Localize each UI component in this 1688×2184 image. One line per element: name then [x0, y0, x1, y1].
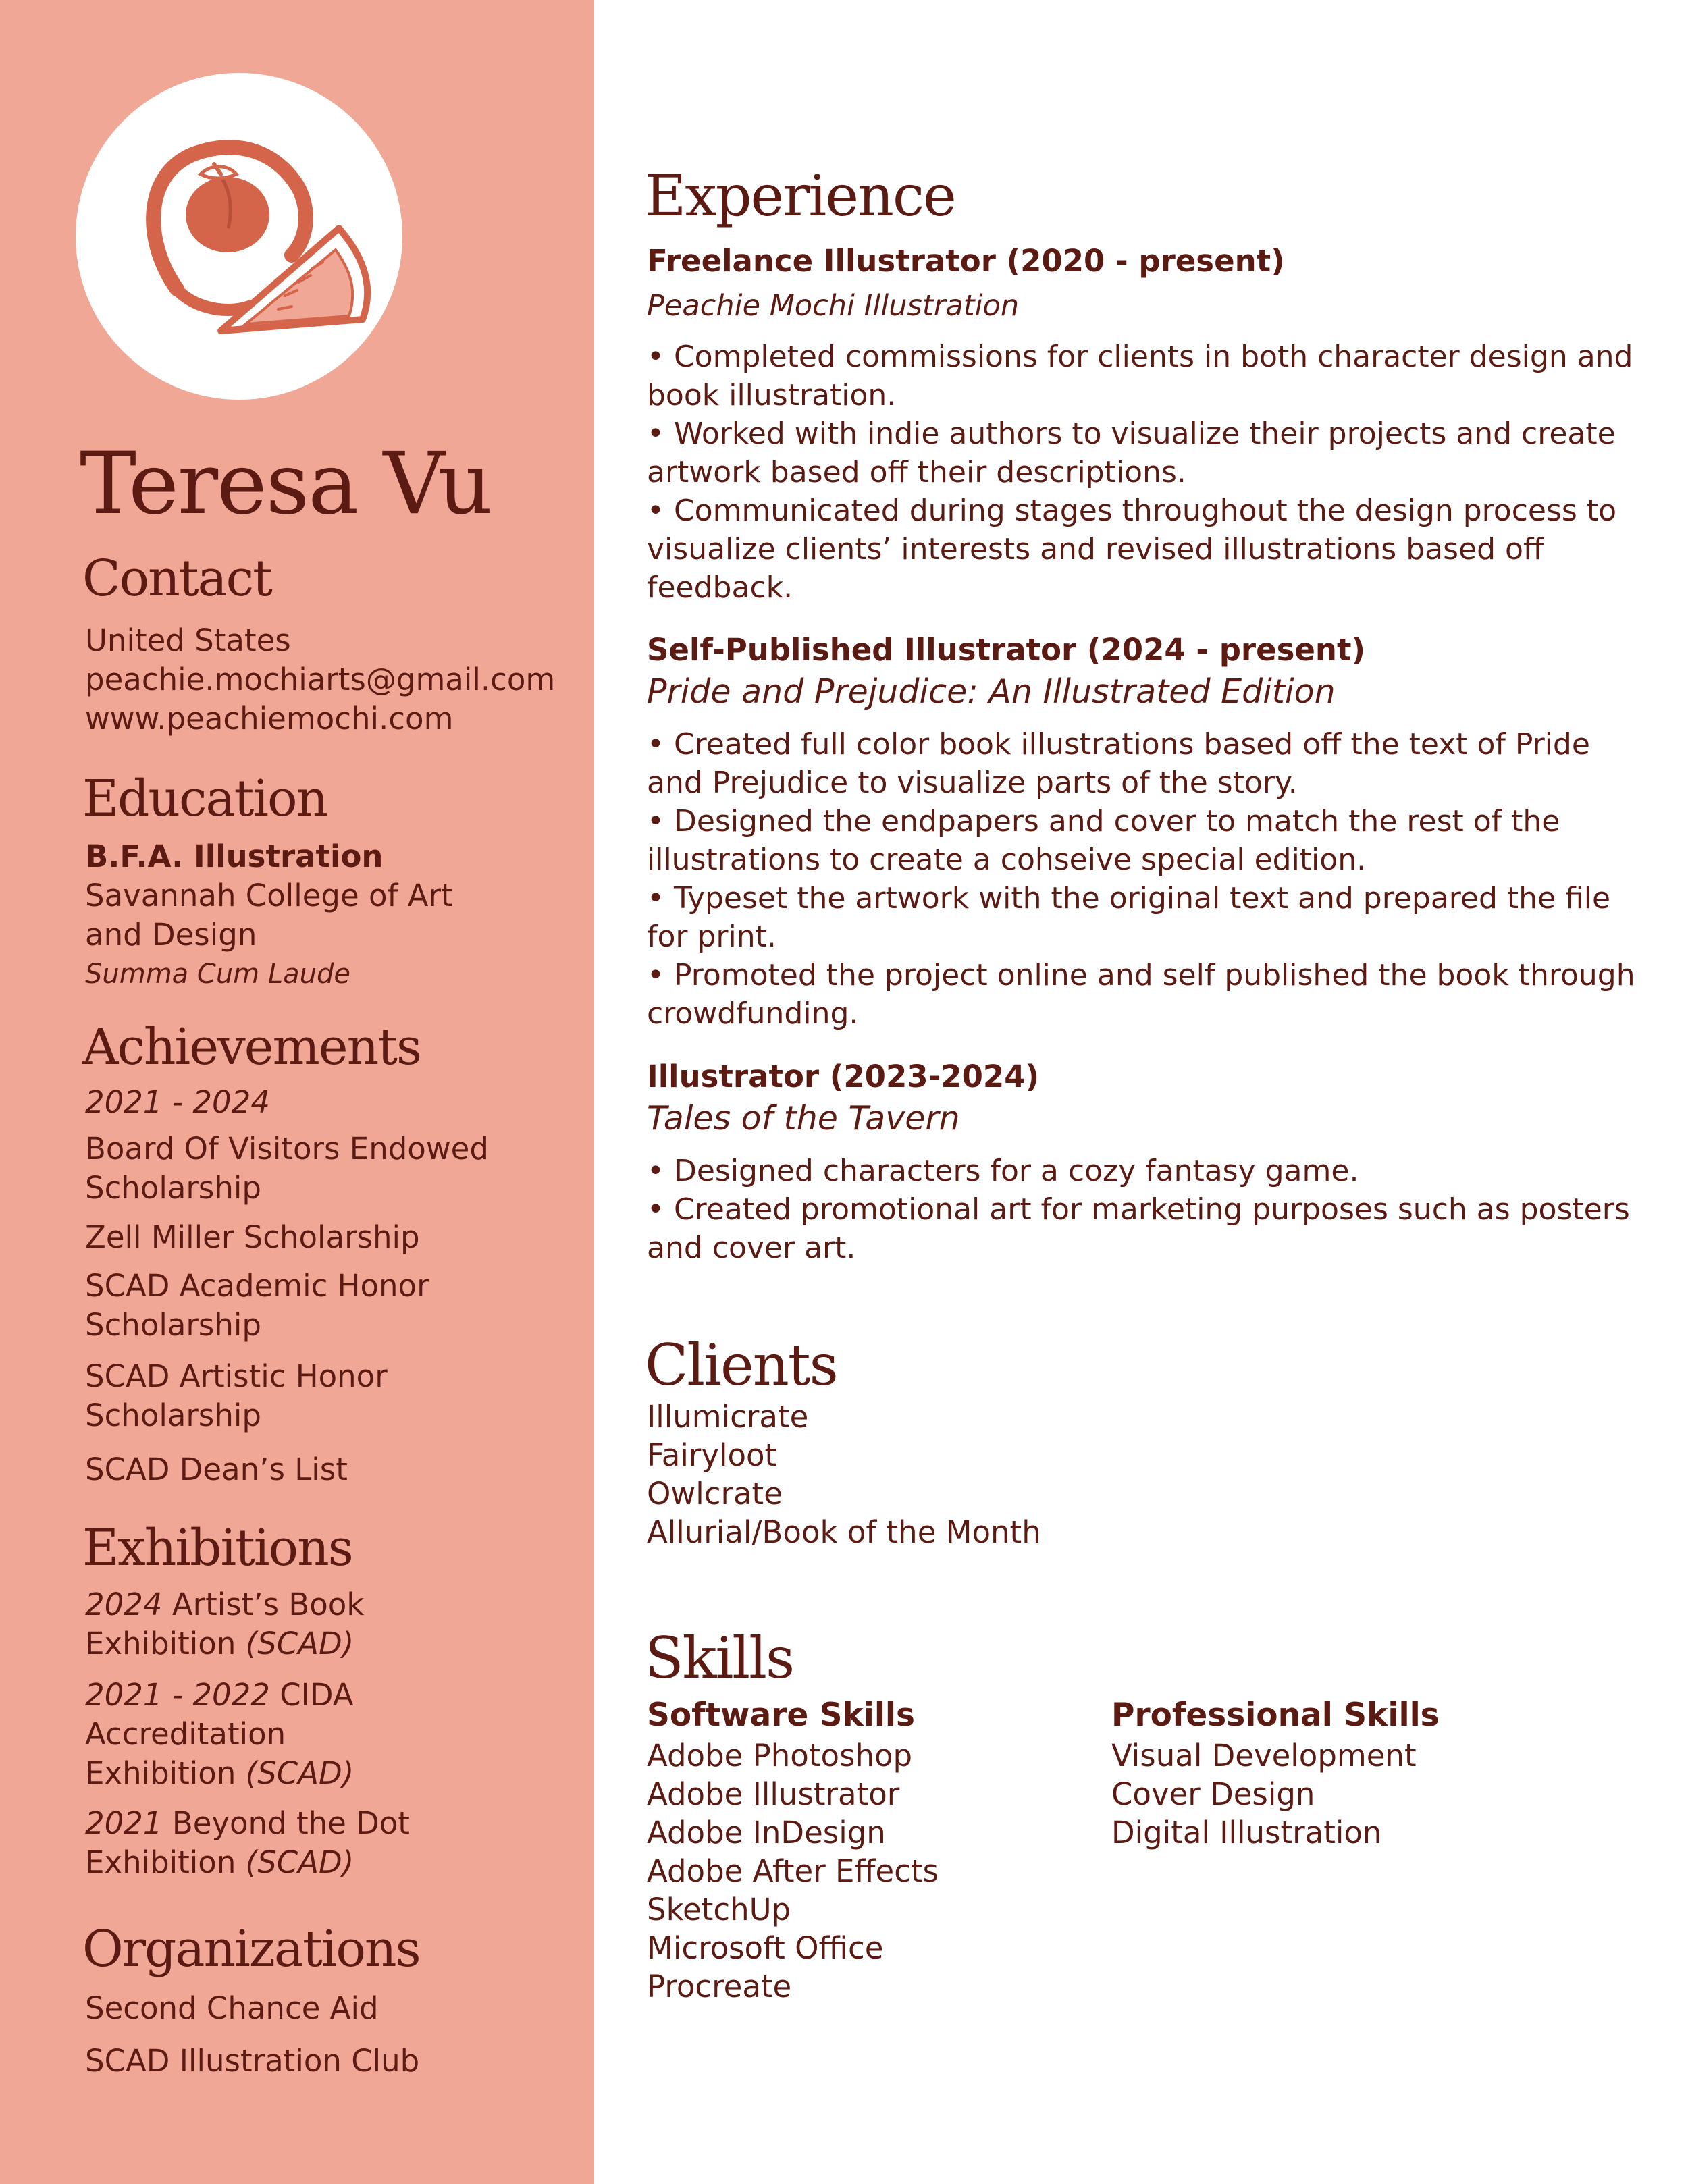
achievement-item: Zell Miller Scholarship — [85, 1219, 420, 1255]
job-title: Freelance Illustrator (2020 - present) — [647, 243, 1285, 279]
skill-item: Microsoft Office — [647, 1930, 884, 1966]
job-bullet: • Promoted the project online and self published the book through crowdfunding. — [647, 958, 1635, 1031]
education-heading: Education — [82, 770, 327, 828]
job-org: Peachie Mochi Illustration — [647, 289, 1020, 323]
job-bullet: • Designed the endpapers and cover to match the rest of the illustrations to create a cohseive special edition. — [647, 804, 1560, 877]
exhibition-item: 2024 Artist’s Book — [85, 1587, 365, 1622]
exhibition-item: 2021 - 2022 CIDA — [85, 1677, 354, 1713]
skill-item: Adobe After Effects — [647, 1853, 939, 1889]
skill-item: Visual Development — [1111, 1738, 1417, 1774]
client-item: Allurial/Book of the Month — [647, 1514, 1041, 1550]
job-bullet: • Worked with indie authors to visualize their projects and create artwork based off their descriptions. — [647, 417, 1616, 489]
achievement-item: SCAD Dean’s List — [85, 1451, 348, 1487]
job-bullets — [647, 725, 1639, 1033]
job-title: Self-Published Illustrator (2024 - present) — [647, 632, 1366, 668]
job-bullet: • Created promotional art for marketing purposes such as posters and cover art. — [647, 1192, 1630, 1265]
exhibition-item: 2021 Beyond the Dot — [85, 1805, 410, 1841]
job-bullet: • Completed commissions for clients in both character design and book illustration. — [647, 340, 1633, 412]
achievement-item: Scholarship — [85, 1307, 261, 1343]
skills-heading: Skills — [645, 1625, 794, 1691]
achievement-item: Board Of Visitors Endowed — [85, 1131, 489, 1167]
education-school-line1: Savannah College of Art — [85, 878, 453, 913]
software-skills-heading: Software Skills — [647, 1697, 916, 1734]
skill-item: Adobe Illustrator — [647, 1776, 900, 1812]
job-bullets — [647, 1152, 1639, 1267]
achievement-item: SCAD Academic Honor — [85, 1268, 429, 1304]
achievements-heading: Achievements — [82, 1018, 421, 1076]
peach-mochi-icon — [76, 73, 402, 400]
client-item: Illumicrate — [647, 1399, 809, 1435]
skill-item: Procreate — [647, 1969, 792, 2004]
logo-badge — [76, 73, 402, 400]
skill-item: Adobe InDesign — [647, 1815, 886, 1850]
exhibition-item: Exhibition (SCAD) — [85, 1755, 354, 1791]
professional-skills-list — [1111, 1736, 1417, 1852]
job-bullet: • Designed characters for a cozy fantasy game. — [647, 1154, 1359, 1188]
skill-item: SketchUp — [647, 1892, 791, 1927]
job-bullet: • Communicated during stages throughout the design process to visualize clients’ interests and revised illustrations based off feedback. — [647, 494, 1616, 605]
exhibition-item: Accreditation — [85, 1716, 286, 1752]
contact-heading: Contact — [82, 550, 271, 608]
job-bullet: • Created full color book illustrations based off the text of Pride and Prejudice to visualize parts of the story. — [647, 727, 1590, 800]
job-bullet: • Typeset the artwork with the original text and prepared the file for print. — [647, 881, 1611, 954]
skill-item: Digital Illustration — [1111, 1815, 1382, 1850]
organization-item: Second Chance Aid — [85, 1990, 379, 2026]
education-degree: B.F.A. Illustration — [85, 838, 384, 874]
contact-email[interactable]: peachie.mochiarts@gmail.com — [85, 662, 556, 697]
professional-skills-heading: Professional Skills — [1111, 1697, 1440, 1734]
achievement-item: Scholarship — [85, 1397, 261, 1433]
education-honor: Summa Cum Laude — [85, 959, 351, 990]
exhibition-item: Exhibition (SCAD) — [85, 1844, 354, 1880]
client-item: Owlcrate — [647, 1476, 783, 1512]
job-bullets — [647, 338, 1639, 607]
software-skills-list — [647, 1736, 939, 2006]
education-school-line2: and Design — [85, 917, 257, 953]
skill-item: Cover Design — [1111, 1776, 1315, 1812]
job-org: Tales of the Tavern — [647, 1099, 960, 1138]
person-name: Teresa Vu — [80, 434, 492, 533]
client-item: Fairyloot — [647, 1437, 777, 1473]
job-org: Pride and Prejudice: An Illustrated Edition — [647, 672, 1336, 711]
contact-website[interactable]: www.peachiemochi.com — [85, 701, 454, 737]
skill-item: Adobe Photoshop — [647, 1738, 913, 1774]
achievement-item: SCAD Artistic Honor — [85, 1358, 388, 1394]
organization-item: SCAD Illustration Club — [85, 2043, 420, 2079]
achievement-item: Scholarship — [85, 1170, 261, 1206]
job-title: Illustrator (2023-2024) — [647, 1059, 1040, 1094]
exhibition-item: Exhibition (SCAD) — [85, 1626, 354, 1661]
clients-heading: Clients — [645, 1332, 837, 1398]
achievements-years: 2021 - 2024 — [85, 1084, 270, 1120]
contact-location: United States — [85, 622, 291, 658]
organizations-heading: Organizations — [82, 1920, 420, 1978]
experience-heading: Experience — [645, 163, 955, 229]
exhibitions-heading: Exhibitions — [82, 1519, 352, 1577]
